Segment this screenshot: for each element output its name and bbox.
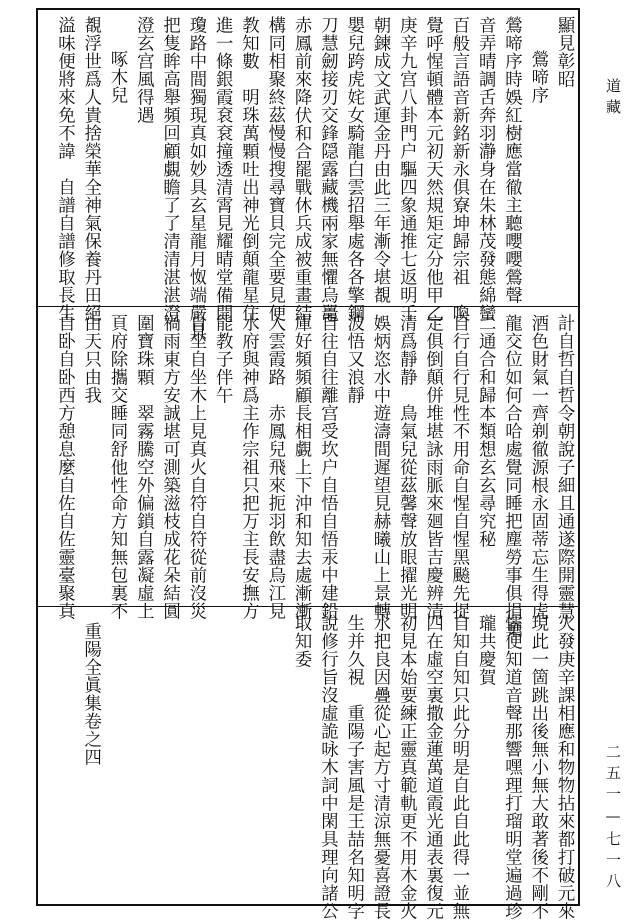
text-column: 構同相聚終茲慢慢搜尋寶貝完全要見便 bbox=[264, 16, 285, 322]
upper-panel bbox=[38, 10, 578, 340]
text-column: 四在虛空裏撒金蓮萬道霞光通表裏復元 bbox=[422, 614, 443, 920]
lower-panel bbox=[38, 608, 578, 920]
text-column: 重陽全眞集卷之四 bbox=[80, 622, 101, 766]
text-column: 二通合和歸本類想玄玄尋究秘 bbox=[475, 314, 496, 548]
text-column: 娛炳恣水中遊濤間遲望見赫曦山上景轉 bbox=[370, 314, 390, 620]
text-column: 朝鍊成文武運金丹由此三年漸令堪覩 bbox=[370, 16, 390, 304]
text-column: 禍雨東方安誠堪可測築滋枝成花朵結圓 bbox=[159, 314, 180, 620]
text-column: 清爲靜静 鳥氣兒從茲馨聲放眼擢光明 bbox=[396, 314, 417, 620]
text-column: 現此一箇跳出後無小無大敢著後不剛不 bbox=[527, 614, 548, 920]
text-column: 澄玄宫風得遇 bbox=[133, 16, 154, 124]
text-column: 酒色財氣一齊剃徹源根永固蒂忘生得虎 bbox=[527, 314, 548, 620]
text-column: 刀慧劒接刃交鋒隠露藏機兩家無懼烏鼉 bbox=[317, 16, 338, 322]
text-column: 覩浮世爲人貴捨榮華全神氣保養丹田絕 bbox=[80, 16, 101, 322]
panel-divider-1 bbox=[38, 306, 578, 307]
upper-text-columns bbox=[38, 10, 578, 340]
page-frame bbox=[36, 8, 580, 920]
text-column: 百般言語音新銘新永俱寮坤歸宗祖 喚 bbox=[448, 16, 469, 322]
text-column: 波悟又浪靜 bbox=[343, 314, 364, 404]
text-column: 頁府除攜交睡同舒他性命方知無包裏不 bbox=[107, 314, 127, 620]
text-column: 教知數 明珠萬顆吐出神光倒顛龍星住 bbox=[238, 16, 259, 322]
text-column: 自卧自卧西方憩息麼自佐自佐靈臺聚真 bbox=[54, 314, 75, 620]
text-column: 顯見彰昭 bbox=[554, 16, 575, 88]
text-column: 定俱倒顛併堆堪詠雨脈來廻皆吉慶辨清 bbox=[422, 314, 443, 620]
text-column: 龍交位如何合哈處覺同睡把塵勞事俱捐棄 bbox=[501, 314, 522, 638]
collection-title: 道藏 bbox=[604, 78, 622, 120]
text-column: 生并久視 重陽子害風是王喆名知明字 bbox=[343, 614, 364, 920]
text-column: 溢味便將來免不諱 自譜自譜修取長生 bbox=[54, 16, 75, 322]
text-column: 赤鳳前來降伏和合罷戰休兵成被重畫結 bbox=[291, 16, 312, 322]
text-column: 自行自行見性不用命自惺自惺黑飈先捉 bbox=[448, 314, 469, 620]
text-column: 能教子伴午 bbox=[212, 314, 233, 404]
panel-divider-2 bbox=[38, 606, 578, 607]
text-column: 鶯啼序時娛紅樹應當徹主聽嚶嚶鶯聲 bbox=[501, 16, 522, 304]
text-column: 懦便知道音聲那響嘿理打瑠明堂遍過珍 bbox=[501, 614, 522, 920]
text-column: 入雲霞路 赤鳳兒飛來扼羽飲盡烏江見 bbox=[264, 314, 285, 620]
text-column: 庚辛九宫八卦門户驅四象通推七返明千 bbox=[396, 16, 417, 322]
text-column: 水府與神爲主作宗祖只把万主長安撫方 bbox=[238, 314, 259, 620]
text-column: 瓏共慶賀 bbox=[475, 614, 496, 686]
text-column: 啄木兒 bbox=[107, 50, 127, 104]
lower-text-columns bbox=[38, 608, 578, 920]
text-column: 初見本始要練正靈真範軌更不用木金火 bbox=[396, 614, 417, 920]
text-column: 音弄晴調舌奔羽瀞身在朱林茂發態綿蠻 bbox=[475, 16, 496, 322]
text-column: 鶯啼序 bbox=[527, 50, 548, 104]
middle-panel bbox=[38, 308, 578, 638]
middle-text-columns bbox=[38, 308, 578, 638]
text-column: 覺呼惺頓體本元初天然規矩定分他甲乙 bbox=[422, 16, 443, 322]
text-column: 取知委 bbox=[291, 614, 312, 668]
text-column: 庫好頻頻顧長相覷上下沖和知去處漸漸 bbox=[291, 314, 312, 620]
text-column: 水把良因疊從心起方寸清涼無憂喜證長 bbox=[370, 614, 390, 920]
text-column: 瓊路中間獨現真如妙具玄星龍月怓端嚴具 bbox=[185, 16, 206, 340]
text-column: 說修行旨沒虛詭咏木詞中閑具理向諸公 bbox=[317, 614, 338, 920]
page-number: 二五一—七一八 bbox=[604, 744, 622, 894]
text-column: 自知自知只此分明是自此自此得一並無 bbox=[448, 614, 469, 920]
text-column: 自往自往離宫受坎户自悟自悟汞中建鉛 bbox=[317, 314, 338, 620]
text-column: 由天只由我 bbox=[80, 314, 101, 404]
text-column: 嬰兒跨虎姹女騎龍白雲招舉處各各擎鋼 bbox=[343, 16, 364, 322]
text-column: 計自哲自哲令朝說子細且通遂際開靈慧 bbox=[554, 314, 575, 620]
text-column: 圍寶珠顆 翠霧騰空外偏鎖自露凝虛上 bbox=[133, 314, 154, 620]
text-column: 火發庚辛課相應和物物拈來都打破元來 bbox=[554, 614, 575, 920]
text-column: 自坐自坐木上見真火自符自符從前沒災 bbox=[185, 314, 206, 620]
text-column: 進一條銀霞袞袞撞透清霄見耀晴堂備開 bbox=[212, 16, 233, 322]
text-column: 把隻眸高舉頻回顧覷瞻了了清清湛湛澄 bbox=[159, 16, 180, 322]
